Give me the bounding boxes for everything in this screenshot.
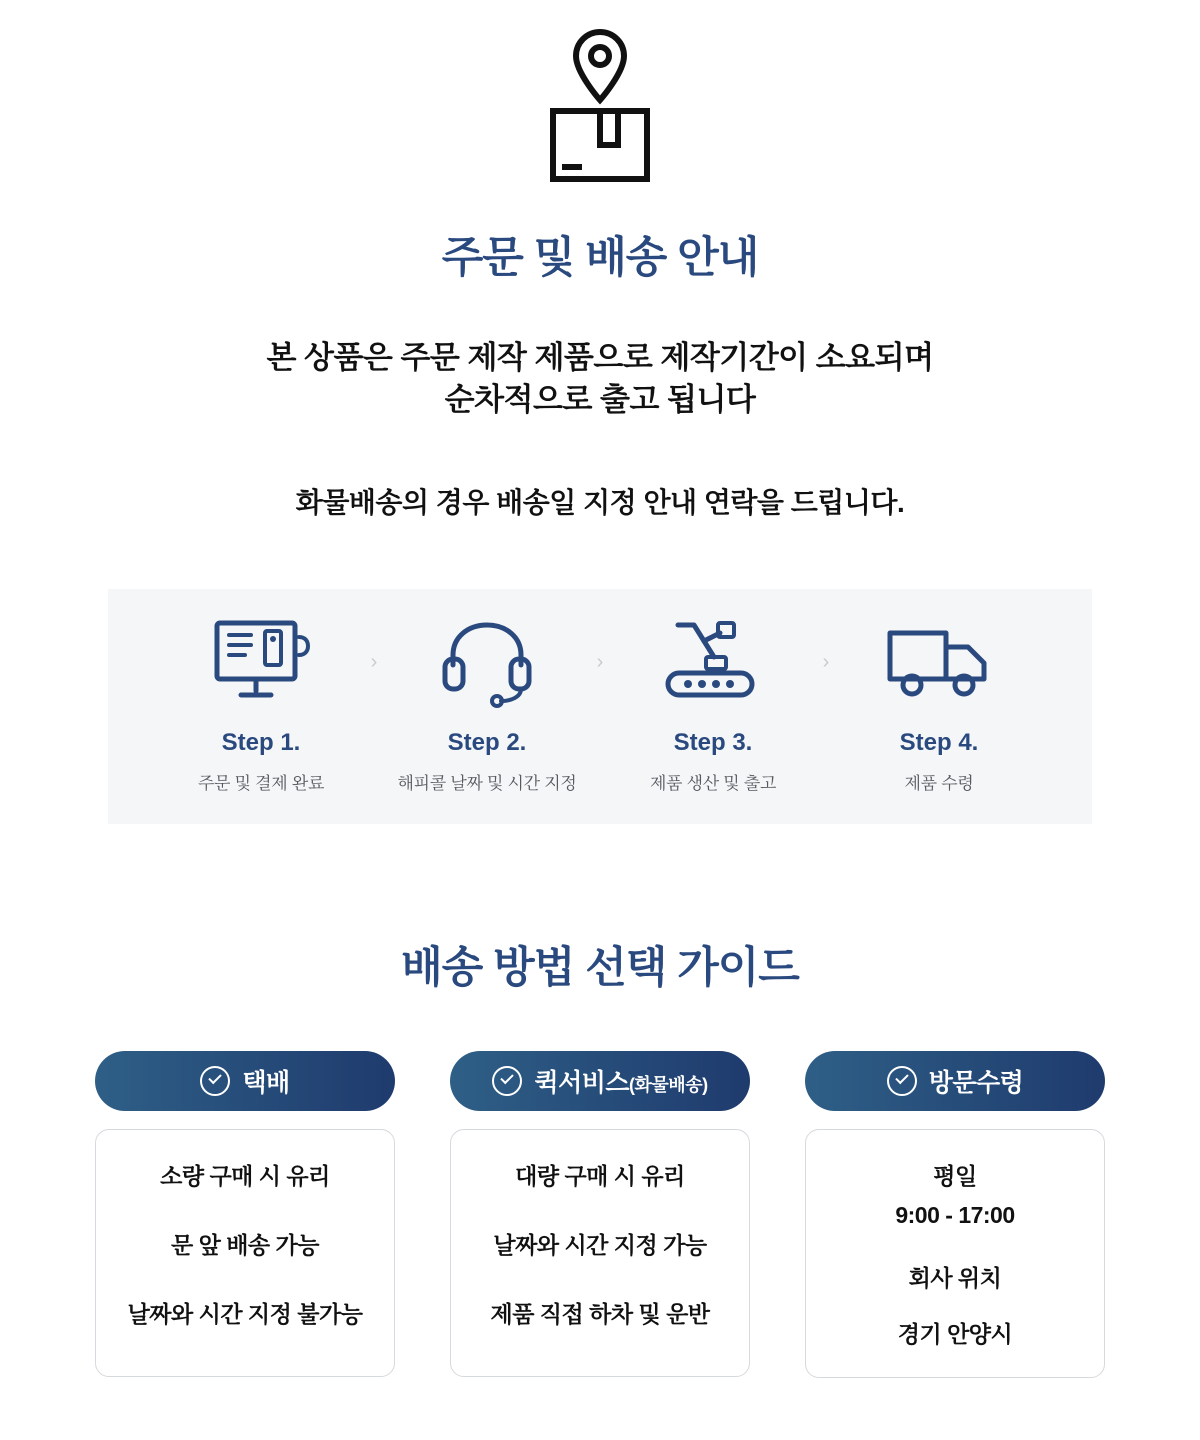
step-title: Step 1. [221,728,301,756]
check-circle-icon [887,1066,917,1096]
steps-strip [108,589,1092,824]
lead-text [0,337,1200,421]
card-header [805,1051,1105,1111]
card-header [450,1051,750,1111]
card-header-label [534,1063,707,1099]
card-line: 소량 구매 시 유리 [160,1162,330,1189]
factory-robot-icon [658,615,768,711]
check-circle-icon [492,1066,522,1096]
card-header-label-main: 택배 [242,1068,290,1097]
chevron-right-icon: › [596,651,604,674]
card-line: 평일 [933,1162,977,1189]
card-line: 9:00 - 17:00 [895,1202,1015,1229]
headset-icon [437,615,537,711]
card-header-label-sub: (화물배송) [629,1074,708,1095]
card-line: 문 앞 배송 가능 [171,1232,319,1259]
card-line: 제품 직접 하차 및 운반 [490,1301,710,1328]
step-item-2 [387,615,587,794]
card-line: 날짜와 시간 지정 가능 [493,1232,707,1259]
step-item-4 [839,615,1039,794]
card-header-label-main: 퀵서비스 [534,1068,630,1097]
chevron-right-icon: › [370,651,378,674]
step-title: Step 4. [899,728,979,756]
step-title: Step 2. [447,728,527,756]
card-line-group [898,1262,1012,1351]
page-title: 주문 및 배송 안내 [441,234,759,282]
card-header-label [242,1063,289,1099]
delivery-card-quick-service [450,1051,750,1378]
card-header-label-main: 방문수령 [928,1068,1024,1097]
computer-order-icon [211,615,311,711]
delivery-card-parcel [95,1051,395,1378]
sub-lead-text: 화물배송의 경우 배송일 지정 안내 연락을 드립니다. [295,486,905,518]
lead-line-1: 본 상품은 주문 제작 제품으로 제작기간이 소요되며 [266,340,934,375]
card-line: 날짜와 시간 지정 불가능 [127,1301,363,1328]
step-desc: 해피콜 날짜 및 시간 지정 [397,773,577,793]
card-header [95,1051,395,1111]
package-location-pin-icon [0,26,1200,196]
step-title: Step 3. [673,728,753,756]
card-line: 대량 구매 시 유리 [515,1162,685,1189]
card-line-group [895,1160,1014,1233]
card-line: 경기 안양시 [897,1320,1013,1347]
delivery-truck-icon [884,615,994,711]
check-circle-icon [200,1066,230,1096]
guide-title: 배송 방법 선택 가이드 [401,943,799,992]
step-desc: 주문 및 결제 완료 [197,773,325,793]
lead-line-2: 순차적으로 출고 됩니다 [444,381,756,417]
chevron-right-icon: › [822,651,830,674]
step-desc: 제품 생산 및 출고 [649,773,777,793]
card-header-label [929,1063,1024,1099]
card-body [450,1129,750,1377]
card-body [805,1129,1105,1378]
card-line: 회사 위치 [908,1265,1002,1292]
step-item-1 [161,615,361,794]
step-item-3 [613,615,813,794]
delivery-card-pickup [805,1051,1105,1378]
delivery-option-cards [95,1051,1105,1378]
card-body [95,1129,395,1377]
step-desc: 제품 수령 [904,773,974,793]
